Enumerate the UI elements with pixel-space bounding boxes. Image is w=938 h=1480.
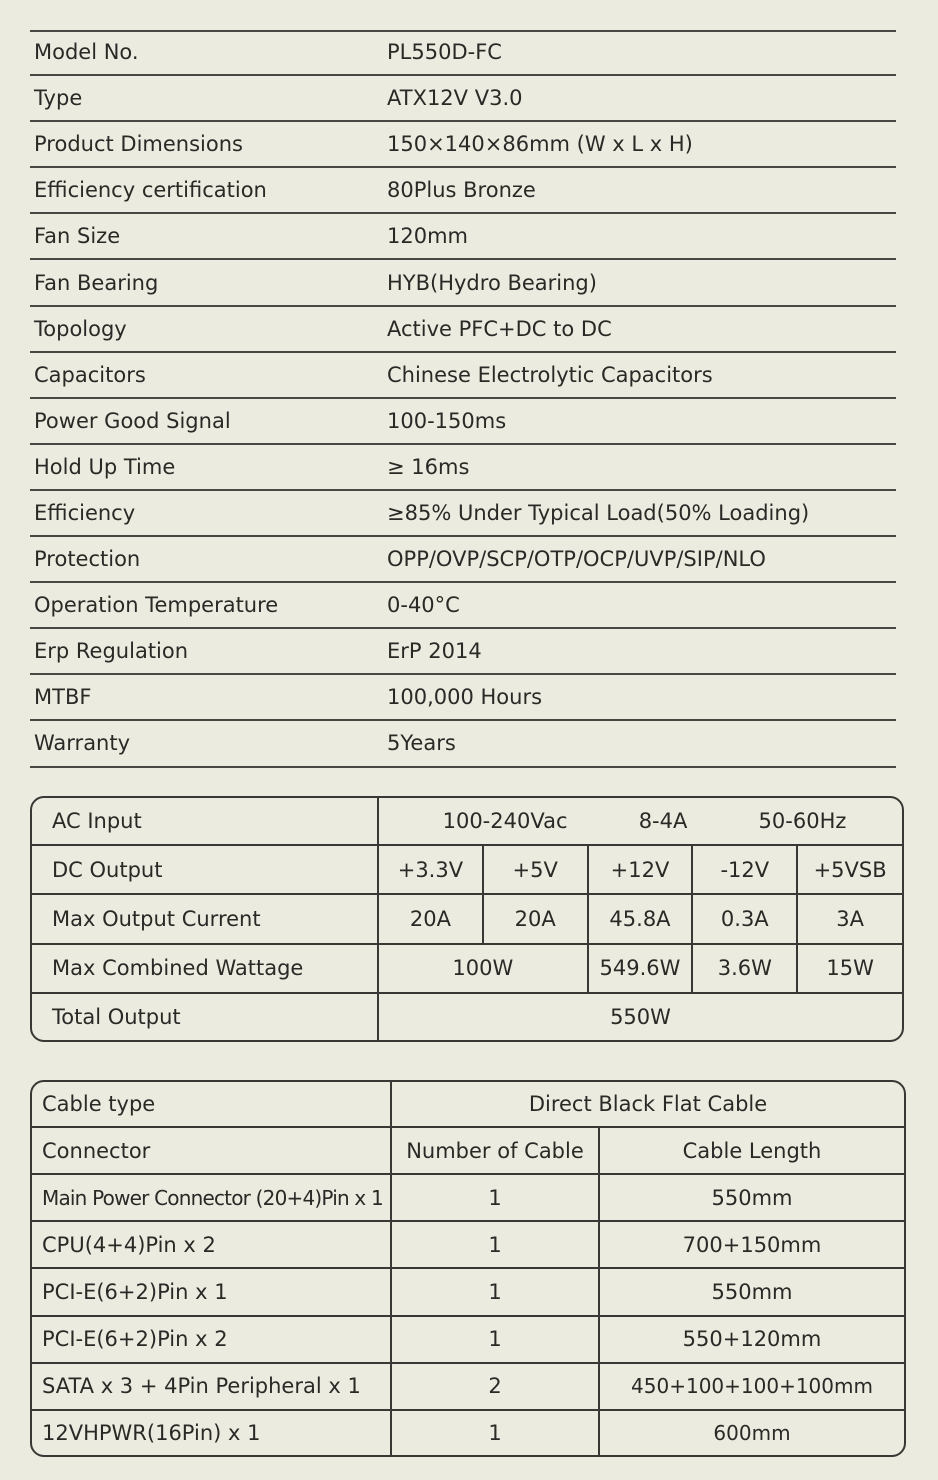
spec-label: Product Dimensions [34, 132, 243, 157]
spec-row-hold-up [30, 445, 896, 491]
connector-name: 12VHPWR(16Pin) x 1 [32, 1410, 391, 1455]
max-wattage-label: Max Combined Wattage [32, 944, 378, 993]
spec-row-protection [30, 537, 896, 583]
max-current-value: 3A [797, 894, 902, 943]
connector-name: CPU(4+4)Pin x 2 [32, 1221, 391, 1268]
spec-label: Model No. [34, 40, 139, 65]
dc-rail: +12V [588, 845, 693, 894]
spec-value: ATX12V V3.0 [387, 86, 523, 111]
max-current-value: 0.3A [692, 894, 797, 943]
ac-voltage: 100-240Vac [442, 809, 568, 834]
ac-input-row [32, 798, 902, 845]
total-output-row [32, 993, 902, 1040]
spec-row-type [30, 76, 896, 122]
cable-type-row [32, 1082, 904, 1127]
wattage-12v: 549.6W [588, 944, 693, 993]
spec-row-efficiency [30, 491, 896, 537]
spec-value: PL550D-FC [387, 40, 502, 65]
ac-frequency: 50-60Hz [758, 809, 847, 834]
spec-value: ≥ 16ms [387, 454, 470, 479]
spec-row-power-good [30, 399, 896, 445]
dc-output-label: DC Output [32, 845, 378, 894]
spec-value: 120mm [387, 224, 468, 249]
spec-value: Chinese Electrolytic Capacitors [387, 362, 713, 387]
spec-value: HYB(Hydro Bearing) [387, 270, 597, 295]
spec-row-capacitors [30, 353, 896, 399]
total-output-label: Total Output [32, 993, 378, 1040]
total-output-value: 550W [378, 993, 902, 1040]
spec-value: 100-150ms [387, 408, 507, 433]
spec-value: 5Years [387, 731, 456, 756]
cable-row [32, 1221, 904, 1268]
cable-count: 2 [391, 1363, 599, 1410]
spec-value: OPP/OVP/SCP/OTP/OCP/UVP/SIP/NLO [387, 547, 766, 572]
spec-row-fan-size [30, 214, 896, 260]
max-wattage-row [32, 944, 902, 993]
wattage-minus-12v: 3.6W [692, 944, 797, 993]
spec-label: Protection [34, 547, 141, 572]
connector-name: PCI-E(6+2)Pin x 1 [32, 1268, 391, 1315]
cable-length: 450+100+100+100mm [599, 1363, 904, 1410]
spec-label: Power Good Signal [34, 408, 231, 433]
cable-type-label: Cable type [32, 1082, 391, 1127]
max-current-row [32, 894, 902, 943]
spec-label: Fan Bearing [34, 270, 159, 295]
cable-length: 550mm [599, 1268, 904, 1315]
spec-label: Topology [34, 316, 127, 341]
spec-list [30, 30, 896, 768]
ac-input-values [378, 798, 902, 845]
cable-length: 550+120mm [599, 1316, 904, 1363]
spec-label: Efficiency [34, 500, 136, 525]
spec-row-erp [30, 629, 896, 675]
cable-count: 1 [391, 1316, 599, 1363]
connector-name: Main Power Connector (20+4)Pin x 1 [32, 1174, 391, 1221]
connector-name: SATA x 3 + 4Pin Peripheral x 1 [32, 1363, 391, 1410]
spec-row-fan-bearing [30, 260, 896, 306]
dc-rail: +3.3V [378, 845, 483, 894]
cable-row [32, 1363, 904, 1410]
max-current-value: 45.8A [588, 894, 693, 943]
spec-label: Warranty [34, 731, 131, 756]
spec-label: Operation Temperature [34, 593, 279, 618]
spec-label: Fan Size [34, 224, 121, 249]
cable-count: 1 [391, 1268, 599, 1315]
cable-type-value: Direct Black Flat Cable [391, 1082, 904, 1127]
cable-row [32, 1410, 904, 1455]
dc-rail: -12V [692, 845, 797, 894]
cable-row [32, 1316, 904, 1363]
spec-value: ErP 2014 [387, 639, 482, 664]
max-current-label: Max Output Current [32, 894, 378, 943]
spec-label: Efficiency certification [34, 178, 267, 203]
power-output-table [30, 796, 904, 1042]
wattage-3v3-5v: 100W [378, 944, 588, 993]
spec-value: 150×140×86mm (W x L x H) [387, 132, 693, 157]
spec-value: 0-40°C [387, 593, 460, 618]
spec-row-warranty [30, 721, 896, 767]
spec-label: MTBF [34, 685, 92, 710]
spec-label: Erp Regulation [34, 639, 189, 664]
ac-current: 8-4A [638, 809, 688, 834]
cable-count: 1 [391, 1221, 599, 1268]
spec-value: Active PFC+DC to DC [387, 316, 612, 341]
spec-row-mtbf [30, 675, 896, 721]
cable-header-row [32, 1127, 904, 1174]
cable-length: 700+150mm [599, 1221, 904, 1268]
cable-row [32, 1268, 904, 1315]
spec-label: Type [34, 86, 83, 111]
cable-count-header: Number of Cable [391, 1127, 599, 1174]
spec-row-certification [30, 168, 896, 214]
spec-row-dimensions [30, 122, 896, 168]
cable-count: 1 [391, 1410, 599, 1455]
wattage-5vsb: 15W [797, 944, 902, 993]
connector-name: PCI-E(6+2)Pin x 2 [32, 1316, 391, 1363]
spec-value: 100,000 Hours [387, 685, 543, 710]
max-current-value: 20A [378, 894, 483, 943]
cable-count: 1 [391, 1174, 599, 1221]
dc-rail: +5V [483, 845, 588, 894]
cable-row [32, 1174, 904, 1221]
max-current-value: 20A [483, 894, 588, 943]
spec-row-model [30, 30, 896, 76]
spec-row-topology [30, 307, 896, 353]
cable-length: 600mm [599, 1410, 904, 1455]
cable-length: 550mm [599, 1174, 904, 1221]
connector-header: Connector [32, 1127, 391, 1174]
dc-output-row [32, 845, 902, 894]
spec-row-temperature [30, 583, 896, 629]
spec-value: 80Plus Bronze [387, 178, 536, 203]
dc-rail: +5VSB [797, 845, 902, 894]
ac-input-label: AC Input [32, 798, 378, 845]
spec-value: ≥85% Under Typical Load(50% Loading) [387, 500, 810, 525]
spec-label: Capacitors [34, 362, 146, 387]
cable-length-header: Cable Length [599, 1127, 904, 1174]
spec-label: Hold Up Time [34, 454, 176, 479]
cable-table [30, 1080, 906, 1457]
